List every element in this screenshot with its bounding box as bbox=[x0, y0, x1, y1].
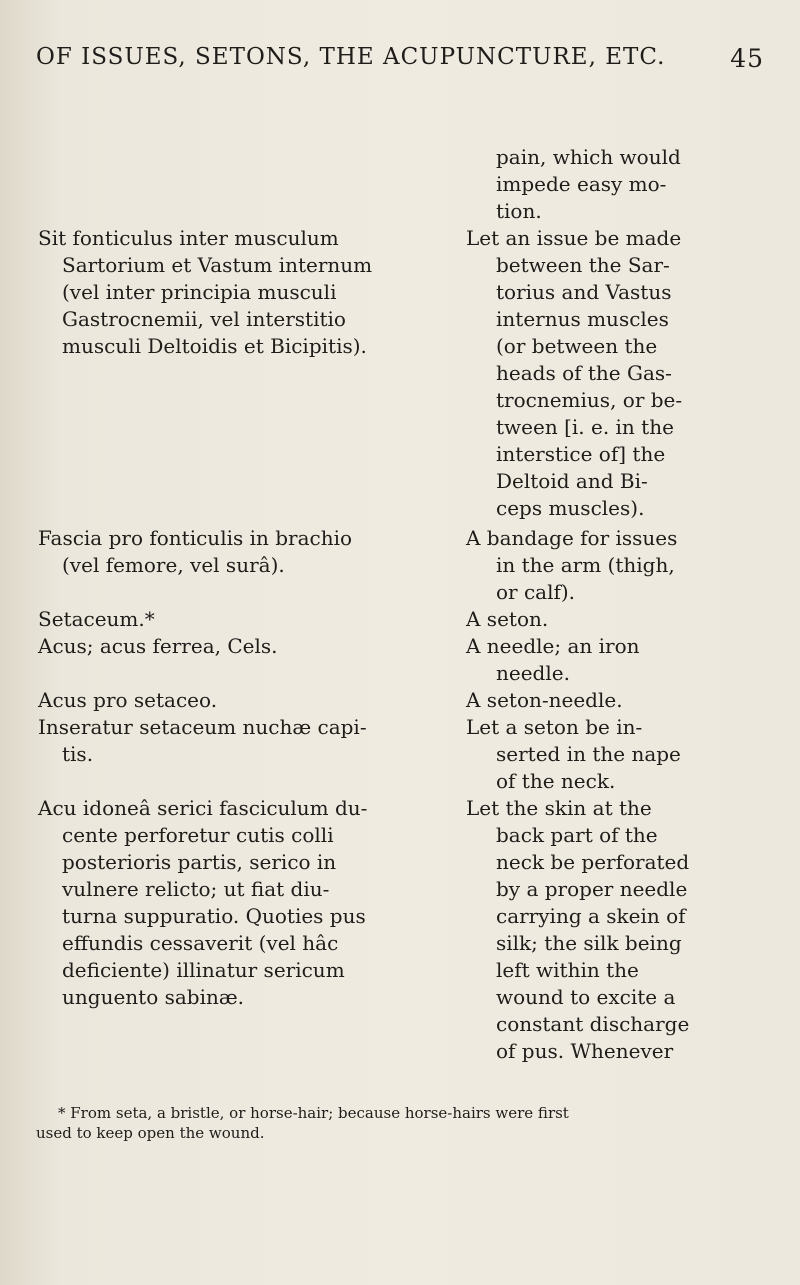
english-line: tion. bbox=[496, 199, 542, 223]
latin-line: Acus pro setaceo. bbox=[38, 688, 218, 712]
english-line: impede easy mo- bbox=[496, 172, 667, 196]
english-line: in the arm (thigh, bbox=[496, 553, 675, 577]
english-line: internus muscles bbox=[496, 307, 669, 331]
english-line: needle. bbox=[496, 661, 570, 685]
latin-line: (vel inter principia musculi bbox=[62, 280, 337, 304]
english-line: wound to excite a bbox=[496, 985, 676, 1009]
english-line: neck be perforated bbox=[496, 850, 690, 874]
footnote-line: * From seta, a bristle, or horse-hair; because horse-hairs were first bbox=[58, 1104, 569, 1122]
latin-line: posterioris partis, serico in bbox=[62, 850, 337, 874]
running-title: OF ISSUES, SETONS, THE ACUPUNCTURE, ETC. bbox=[36, 44, 666, 70]
english-line: left within the bbox=[496, 958, 639, 982]
latin-line: deficiente) illinatur sericum bbox=[62, 958, 345, 982]
english-line: back part of the bbox=[496, 823, 658, 847]
english-line: interstice of] the bbox=[496, 442, 666, 466]
english-line: Let an issue be made bbox=[466, 226, 682, 250]
english-line: A needle; an iron bbox=[466, 634, 640, 658]
english-line: trocnemius, or be- bbox=[496, 388, 683, 412]
english-line: or calf). bbox=[496, 580, 576, 604]
latin-line: cente perforetur cutis colli bbox=[62, 823, 334, 847]
english-line: ceps muscles). bbox=[496, 496, 645, 520]
english-line: of the neck. bbox=[496, 769, 616, 793]
latin-line: musculi Deltoidis et Bicipitis). bbox=[62, 334, 367, 358]
english-line: silk; the silk being bbox=[496, 931, 682, 955]
english-line: heads of the Gas- bbox=[496, 361, 672, 385]
english-line: Let a seton be in- bbox=[466, 715, 643, 739]
page-number: 45 bbox=[730, 44, 764, 73]
latin-line: Sartorium et Vastum internum bbox=[62, 253, 373, 277]
english-line: pain, which would bbox=[496, 145, 681, 169]
latin-line: Acu idoneâ serici fasciculum du- bbox=[38, 796, 368, 820]
latin-line: effundis cessaverit (vel hâc bbox=[62, 931, 339, 955]
latin-line: Setaceum.* bbox=[38, 607, 155, 631]
footnote-line: used to keep open the wound. bbox=[36, 1124, 265, 1142]
english-line: torius and Vastus bbox=[496, 280, 672, 304]
english-line: tween [i. e. in the bbox=[496, 415, 674, 439]
english-line: A seton-needle. bbox=[466, 688, 623, 712]
latin-line: unguento sabinæ. bbox=[62, 985, 245, 1009]
latin-line: Inseratur setaceum nuchæ capi- bbox=[38, 715, 367, 739]
english-line: of pus. Whenever bbox=[496, 1039, 674, 1063]
english-line: between the Sar- bbox=[496, 253, 670, 277]
english-line: constant discharge bbox=[496, 1012, 690, 1036]
latin-line: Gastrocnemii, vel interstitio bbox=[62, 307, 346, 331]
english-line: serted in the nape bbox=[496, 742, 681, 766]
latin-line: Fascia pro fonticulis in brachio bbox=[38, 526, 353, 550]
english-line: Let the skin at the bbox=[466, 796, 652, 820]
latin-line: tis. bbox=[62, 742, 94, 766]
english-line: carrying a skein of bbox=[496, 904, 686, 928]
latin-line: (vel femore, vel surâ). bbox=[62, 553, 285, 577]
latin-line: Sit fonticulus inter musculum bbox=[38, 226, 339, 250]
latin-line: vulnere relicto; ut fiat diu- bbox=[62, 877, 330, 901]
english-line: Deltoid and Bi- bbox=[496, 469, 648, 493]
english-line: A bandage for issues bbox=[466, 526, 678, 550]
english-line: (or between the bbox=[496, 334, 658, 358]
english-line: A seton. bbox=[466, 607, 549, 631]
latin-line: turna suppuratio. Quoties pus bbox=[62, 904, 366, 928]
english-line: by a proper needle bbox=[496, 877, 688, 901]
latin-line: Acus; acus ferrea, Cels. bbox=[38, 634, 278, 658]
